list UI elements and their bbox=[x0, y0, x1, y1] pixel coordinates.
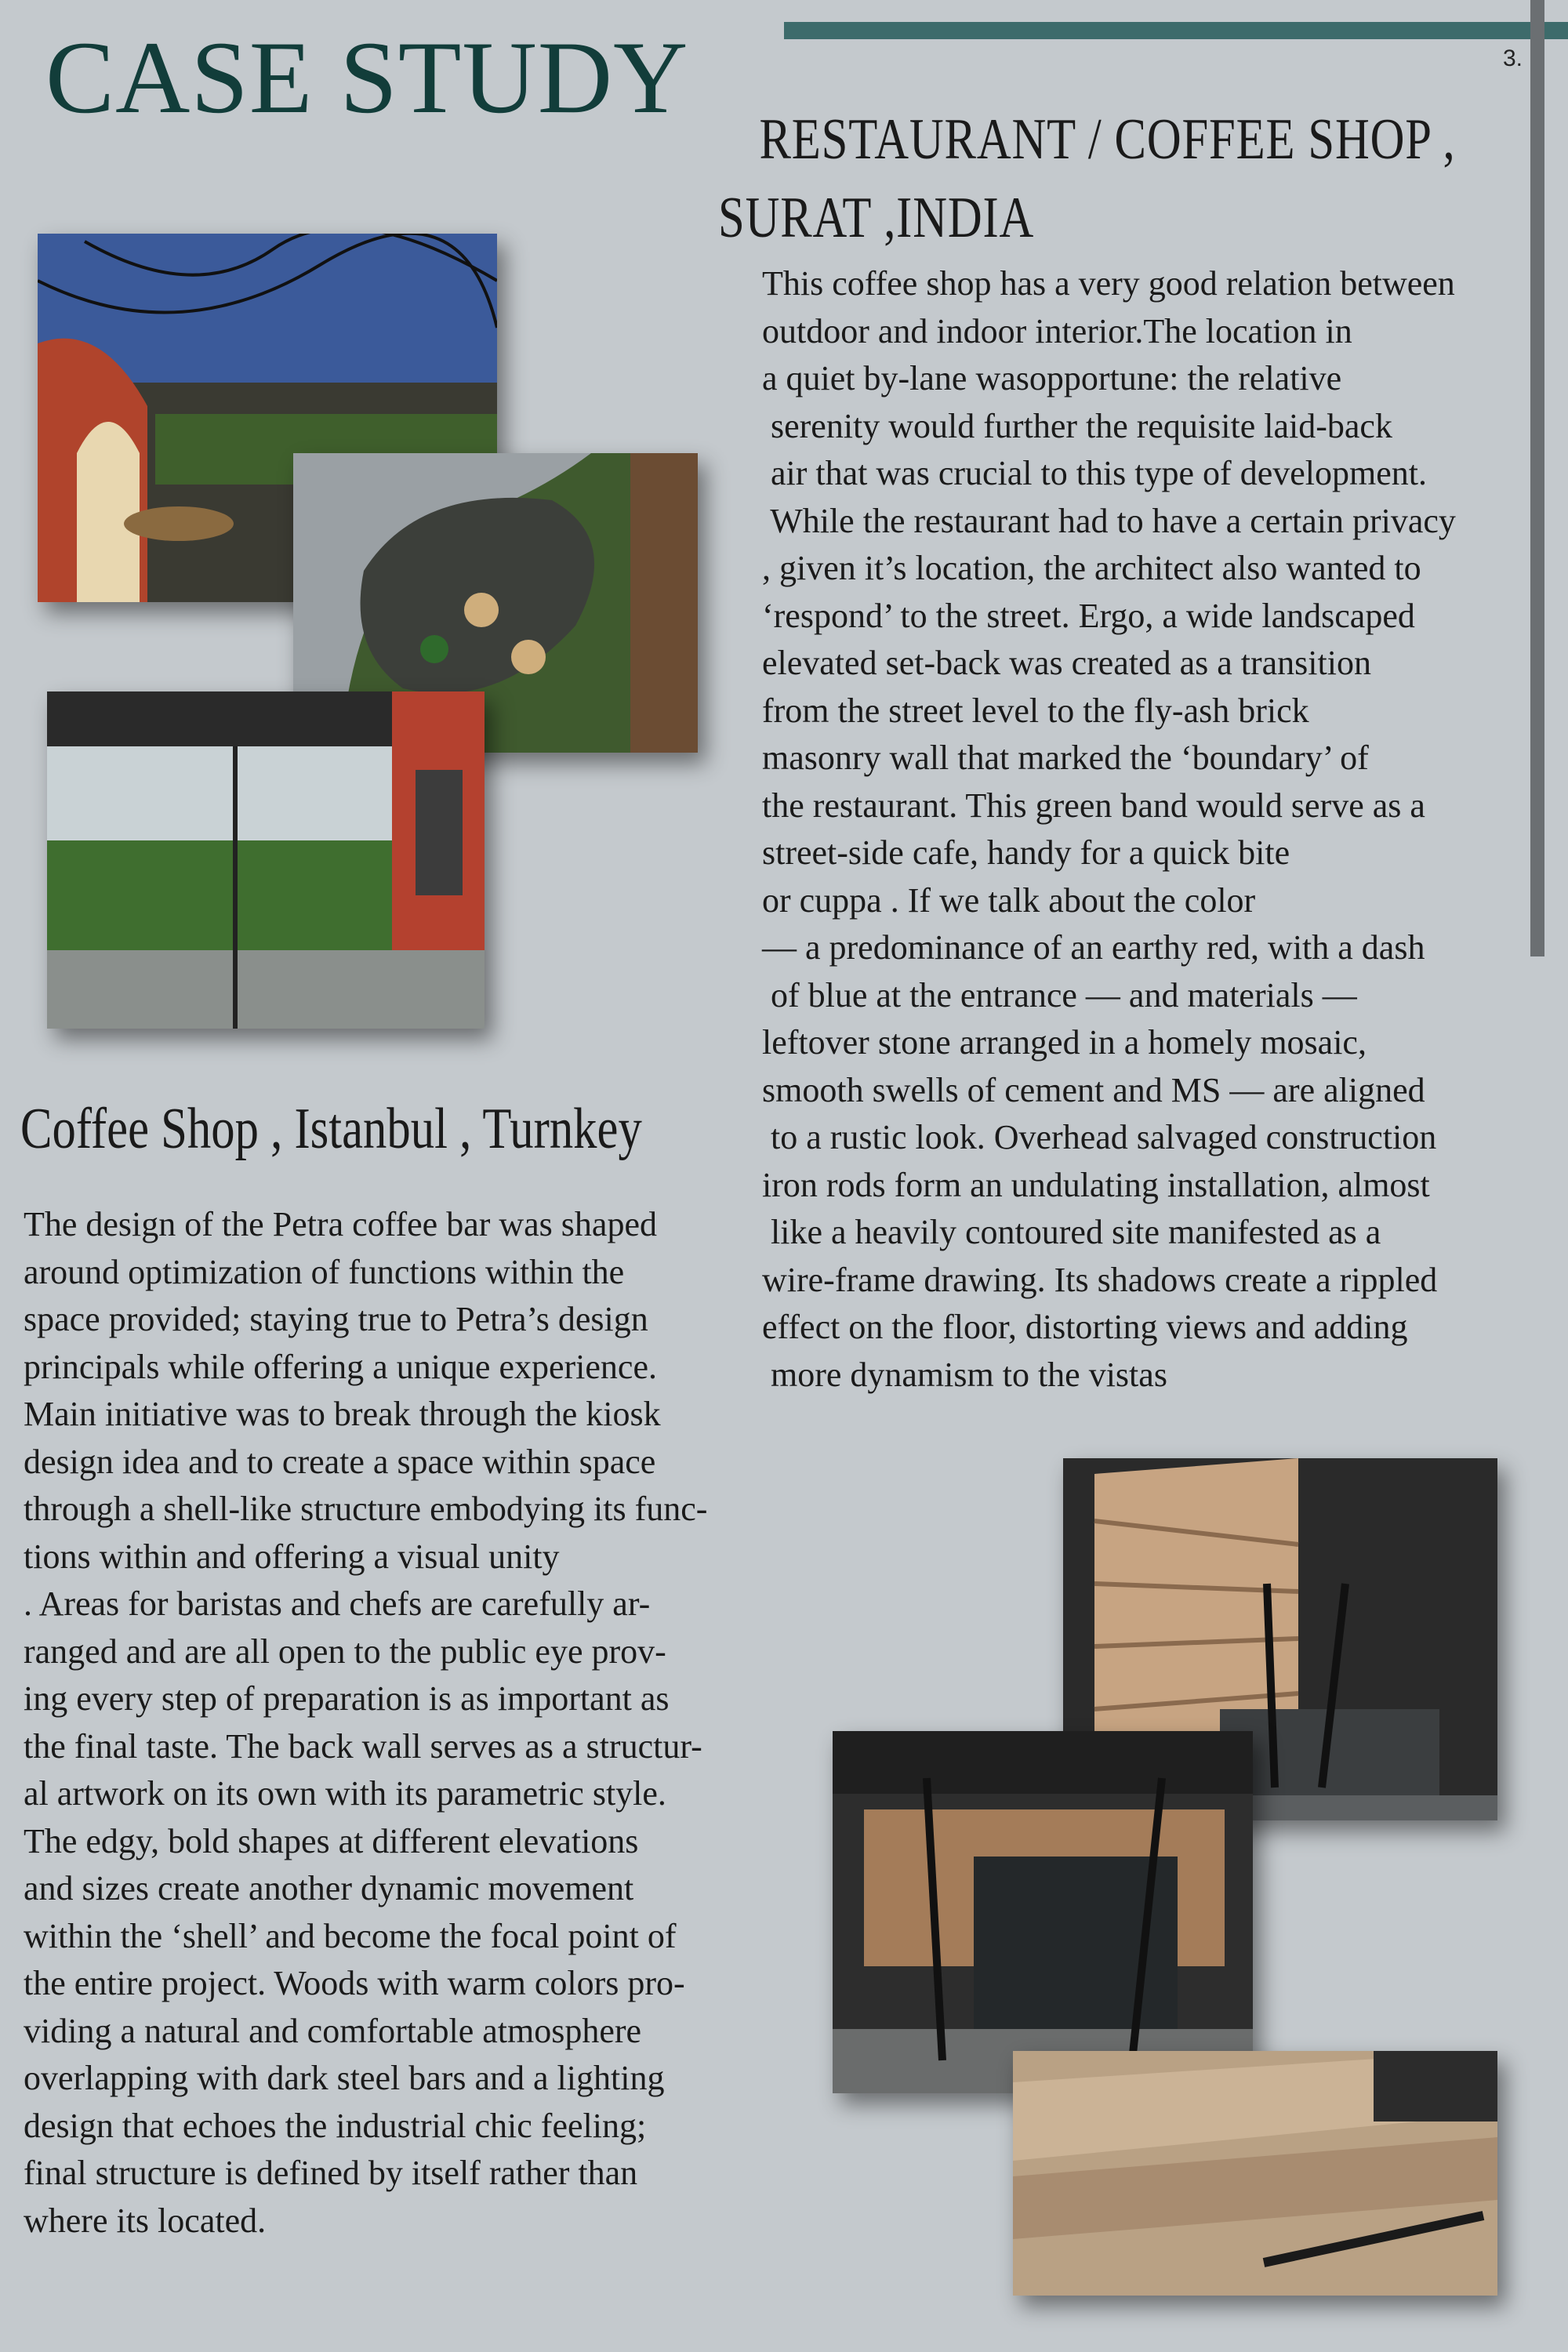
surat-line: the restaurant. This green band would serve as a bbox=[762, 786, 1425, 825]
surat-line: elevated set-back was created as a transition bbox=[762, 644, 1371, 682]
istanbul-line: The edgy, bold shapes at different elevations bbox=[24, 1821, 639, 1860]
istanbul-line: where its located. bbox=[24, 2201, 267, 2240]
istanbul-line: around optimization of functions within the bbox=[24, 1252, 625, 1291]
page-title: CASE STUDY bbox=[45, 20, 689, 135]
surat-line: effect on the floor, distorting views and adding bbox=[762, 1308, 1408, 1346]
istanbul-line: principals while offering a unique experience. bbox=[24, 1347, 657, 1386]
surat-heading-line1: RESTAURANT / COFFEE SHOP , bbox=[759, 107, 1456, 172]
page-number: 3. bbox=[1502, 45, 1523, 71]
surat-line: air that was crucial to this type of development. bbox=[762, 454, 1427, 492]
istanbul-line: The design of the Petra coffee bar was shaped bbox=[24, 1205, 657, 1243]
istanbul-line: the entire project. Woods with warm colors pro- bbox=[24, 1964, 685, 2002]
surat-line: outdoor and indoor interior.The location in bbox=[762, 311, 1352, 350]
surat-line: from the street level to the fly-ash brick bbox=[762, 691, 1309, 730]
surat-line: a quiet by-lane wasopportune: the relative bbox=[762, 359, 1342, 397]
istanbul-line: the final taste. The back wall serves as a structur- bbox=[24, 1726, 702, 1766]
istanbul-line: through a shell-like structure embodying its func- bbox=[24, 1490, 708, 1528]
surat-description bbox=[762, 260, 1456, 1399]
istanbul-line: final structure is defined by itself rather than bbox=[24, 2154, 638, 2192]
istanbul-description bbox=[24, 1201, 707, 2245]
photo-surat-veranda bbox=[47, 691, 485, 1029]
istanbul-line: ranged and are all open to the public eye prov- bbox=[24, 1632, 666, 1671]
surat-line: street-side cafe, handy for a quick bite bbox=[762, 833, 1290, 872]
surat-line: smooth swells of cement and MS — are aligned bbox=[762, 1070, 1425, 1109]
surat-line: ‘respond’ to the street. Ergo, a wide landscaped bbox=[762, 596, 1415, 635]
surat-line: leftover stone arranged in a homely mosaic, bbox=[762, 1023, 1367, 1062]
istanbul-line: and sizes create another dynamic movement bbox=[24, 1869, 634, 1907]
photo-istanbul-shell bbox=[833, 1731, 1253, 2093]
surat-line: While the restaurant had to have a certain privacy bbox=[762, 501, 1456, 540]
surat-line: iron rods form an undulating installation, almost bbox=[762, 1165, 1430, 1204]
surat-heading-line2: SURAT ,INDIA bbox=[718, 186, 1035, 250]
istanbul-line: . Areas for baristas and chefs are carefully ar- bbox=[24, 1584, 651, 1623]
surat-line: — a predominance of an earthy red, with a dash bbox=[762, 928, 1425, 967]
surat-line: of blue at the entrance — and materials — bbox=[762, 975, 1357, 1014]
accent-bar-top bbox=[784, 22, 1568, 39]
istanbul-line: viding a natural and comfortable atmosphere bbox=[24, 2011, 642, 2050]
accent-bar-right bbox=[1530, 0, 1544, 956]
surat-heading bbox=[718, 100, 1456, 257]
surat-line: more dynamism to the vistas bbox=[762, 1355, 1167, 1394]
surat-line: wire-frame drawing. Its shadows create a rippled bbox=[762, 1260, 1438, 1299]
istanbul-heading: Coffee Shop , Istanbul , Turnkey bbox=[20, 1097, 642, 1161]
surat-line: or cuppa . If we talk about the color bbox=[762, 880, 1256, 920]
istanbul-line: tions within and offering a visual unity bbox=[24, 1537, 560, 1576]
istanbul-line: within the ‘shell’ and become the focal point of bbox=[24, 1916, 677, 1955]
surat-line: like a heavily contoured site manifested as a bbox=[762, 1213, 1381, 1251]
istanbul-line: Main initiative was to break through the kiosk bbox=[24, 1395, 661, 1433]
surat-line: serenity would further the requisite laid-back bbox=[762, 406, 1392, 445]
istanbul-line: design that echoes the industrial chic feeling; bbox=[24, 2106, 647, 2145]
istanbul-line: design idea and to create a space within space bbox=[24, 1442, 656, 1481]
photo-istanbul-wall bbox=[1013, 2051, 1497, 2296]
istanbul-line: ing every step of preparation is as important as bbox=[24, 1679, 670, 1718]
surat-line: This coffee shop has a very good relation between bbox=[762, 264, 1455, 303]
surat-line: , given it’s location, the architect also wanted to bbox=[762, 549, 1421, 587]
istanbul-line: space provided; staying true to Petra’s design bbox=[24, 1300, 648, 1338]
istanbul-line: overlapping with dark steel bars and a lighting bbox=[24, 2059, 665, 2097]
surat-line: to a rustic look. Overhead salvaged construction bbox=[762, 1118, 1437, 1156]
surat-line: masonry wall that marked the ‘boundary’ of bbox=[762, 739, 1369, 777]
istanbul-line: al artwork on its own with its parametric style. bbox=[24, 1774, 666, 1813]
